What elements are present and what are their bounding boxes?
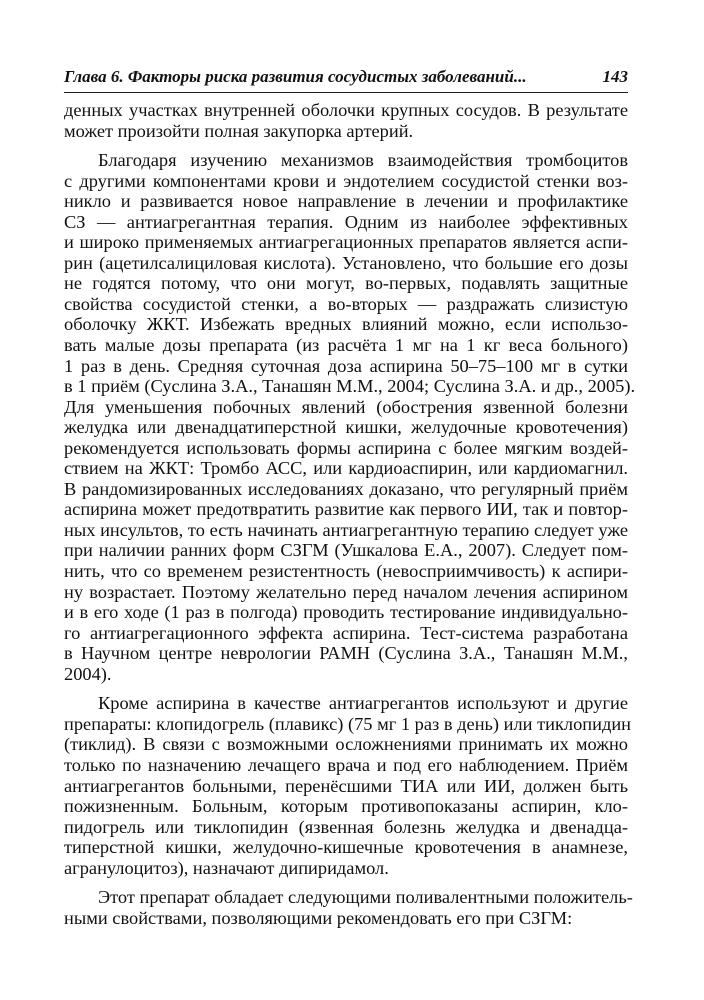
text-line: при наличии ранних форм СЗГМ (Ушкалова Е.А., 2007). Следует пом- <box>64 540 628 561</box>
page-number: 143 <box>602 67 628 86</box>
text-line: ных инсультов, то есть начинать антиагрегантную терапию следует уже <box>64 519 628 540</box>
text-line: желудка или двенадцатиперстной кишки, желудочные кровотечения) <box>64 417 628 438</box>
text-line: вать малые дозы препарата (из расчёта 1 мг на 1 кг веса больного) <box>64 335 628 356</box>
text-line: Благодаря изучению механизмов взаимодействия тромбоцитов <box>98 150 628 171</box>
text-line: 2004). <box>64 663 112 684</box>
text-line: пожизненным. Больным, которым противопоказаны аспирин, кло- <box>64 796 628 817</box>
running-header <box>64 64 628 93</box>
text-line: ствием на ЖКТ: Тромбо АСС, или кардиоаспирин, или кардиомагнил. <box>64 458 628 479</box>
text-line: рин (ацетилсалициловая кислота). Установлено, что большие его дозы <box>64 252 628 273</box>
text-line: 1 раз в день. Средняя суточная доза аспирина 50–75–100 мг в сутки <box>64 355 628 376</box>
text-line: Кроме аспирина в качестве антиагрегантов используют и другие <box>98 693 628 714</box>
paragraph-gap <box>64 141 628 150</box>
text-line: Этот препарат обладает следующими поливалентными положитель- <box>98 887 633 908</box>
text-line: и широко применяемых антиагрегационных препаратов является аспи- <box>64 232 628 253</box>
text-line: агранулоцитоз), назначают дипиридамол. <box>64 857 389 878</box>
text-line: в 1 приём (Суслина З.А., Танашян М.М., 2004; Суслина З.А. и др., 2005). <box>64 376 636 397</box>
text-line: СЗ — антиагрегантная терапия. Одним из наиболее эффективных <box>64 211 628 232</box>
text-line: денных участках внутренней оболочки крупных сосудов. В результате <box>64 100 628 120</box>
paragraph-gap <box>64 878 628 887</box>
text-line: В рандомизированных исследованиях доказано, что регулярный приём <box>64 478 628 499</box>
text-line: и в его ходе (1 раз в полгода) проводить тестирование индивидуально- <box>64 602 628 623</box>
text-line: пидогрель или тиклопидин (язвенная болезнь желудка и двенадца- <box>64 816 628 837</box>
text-line: (тиклид). В связи с возможными осложнениями принимать их можно <box>64 734 628 755</box>
text-line: не годятся потому, что они могут, во-первых, подавлять защитные <box>64 273 628 294</box>
body-text <box>64 100 636 928</box>
text-line: с другими компонентами крови и эндотелием сосудистой стенки воз- <box>64 170 628 191</box>
text-line: в Научном центре неврологии РАМН (Суслина З.А., Танашян М.М., <box>64 643 628 664</box>
text-line: никло и развивается новое направление в лечении и профилактике <box>64 191 628 212</box>
text-line: го антиагрегационного эффекта аспирина. Тест-система разработана <box>64 622 628 643</box>
paragraph <box>64 693 632 878</box>
text-line: ными свойствами, позволяющими рекомендовать его при СЗГМ: <box>64 907 573 928</box>
text-line: нить, что со временем резистентность (невосприимчивость) к аспири- <box>64 561 628 582</box>
text-line: антиагрегантов больными, перенёсшими ТИА или ИИ, должен быть <box>64 775 628 796</box>
text-line: ну возрастает. Поэтому желательно перед началом лечения аспирином <box>64 581 628 602</box>
text-line: Для уменьшения побочных явлений (обострения язвенной болезни <box>64 396 628 417</box>
text-line: свойства сосудистой стенки, а во-вторых — раздражать слизистую <box>64 293 628 314</box>
text-line: может произойти полная закупорка артерий. <box>64 120 414 141</box>
paragraph <box>64 150 636 684</box>
text-line: только по назначению лечащего врача и под его наблюдением. Приём <box>64 754 628 775</box>
text-line: рекомендуется использовать формы аспирина с более мягким воздей- <box>64 437 628 458</box>
text-line: аспирина может предотвратить развитие как первого ИИ, так и повтор- <box>64 499 628 520</box>
chapter-title: Глава 6. Факторы риска развития сосудистых заболеваний... <box>64 67 527 86</box>
paragraph-gap <box>64 684 628 693</box>
paragraph <box>64 887 633 928</box>
text-line: оболочку ЖКТ. Избежать вредных влияний можно, если использо- <box>64 314 628 335</box>
text-line: типерстной кишки, желудочно-кишечные кровотечения в анамнезе, <box>64 837 628 858</box>
paragraph <box>64 100 628 141</box>
text-line: препараты: клопидогрель (плавикс) (75 мг 1 раз в день) или тиклопидин <box>64 713 632 734</box>
